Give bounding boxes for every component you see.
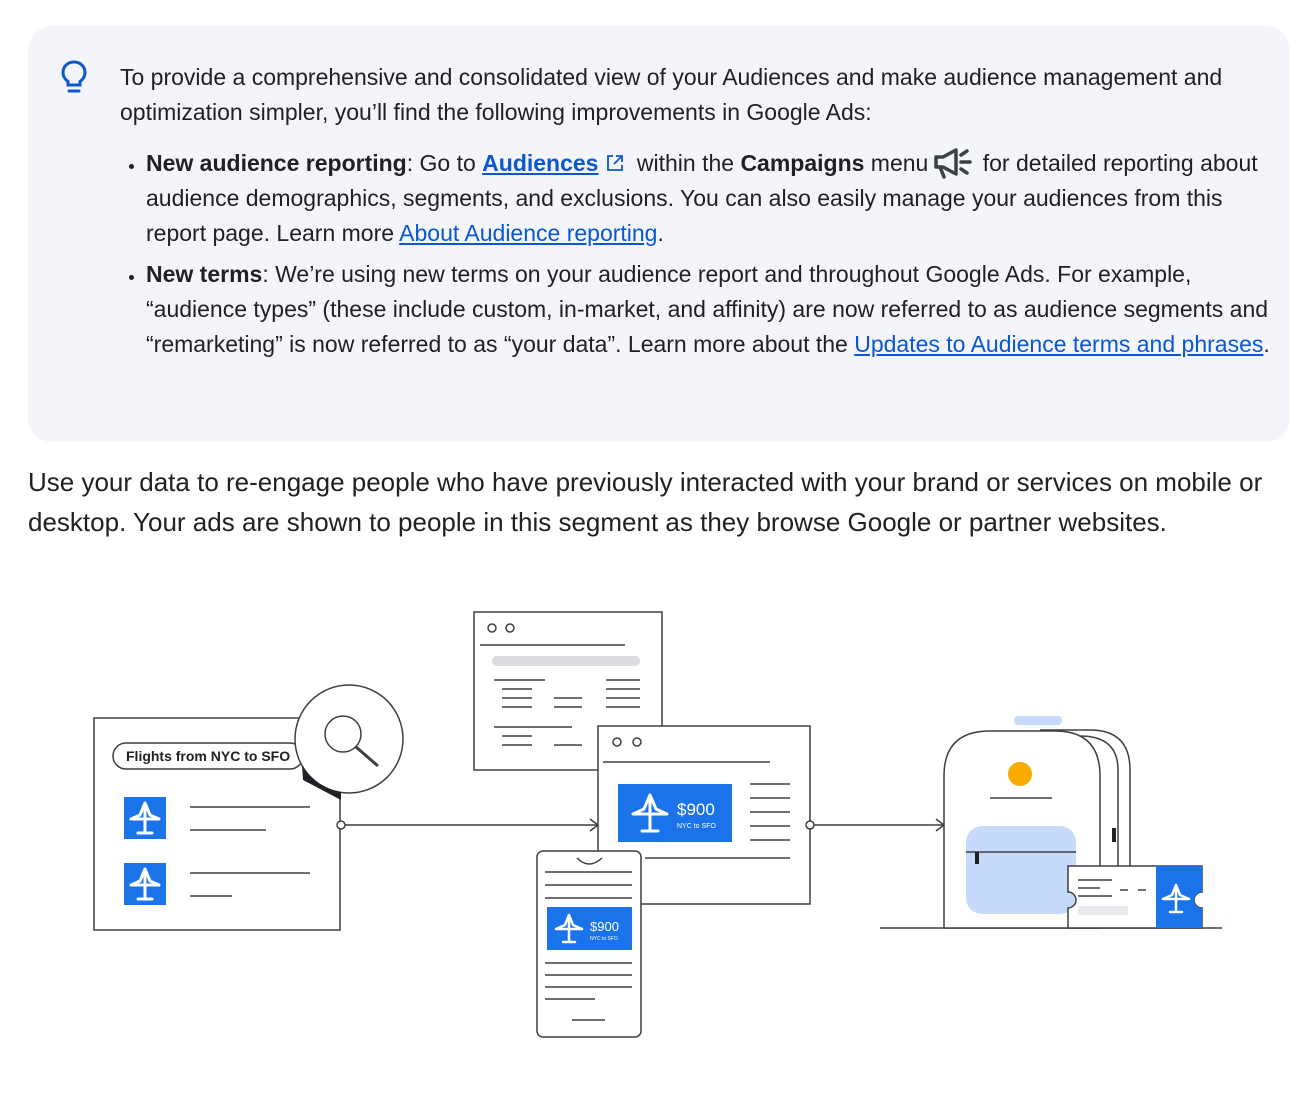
- boarding-pass-icon: [1068, 866, 1202, 928]
- about-audience-reporting-link[interactable]: About Audience reporting: [399, 220, 658, 246]
- audiences-link[interactable]: Audiences: [482, 150, 599, 176]
- improvements-list: [120, 146, 1286, 368]
- ad-route: NYC to SFO: [677, 823, 716, 830]
- remarketing-description: Use your data to re-engage people who have previously interacted with your brand or services on mobile or desktop. Your ads are shown to people in this segment as they browse Google or partner websites.: [28, 467, 1263, 537]
- ad-price: $900: [677, 800, 715, 819]
- list-item: • New terms: We’re using new terms on your audience report and throughout Google Ads. For example, “audience types” (these include custom, in-market, and affinity) are now referred to as audience segments and “remarketing” is now referred to as “your data”. Learn more about the Updates to Audience terms and phrases.: [146, 257, 1286, 362]
- mobile-ad-price: $900: [590, 919, 619, 934]
- magnifier-icon: [295, 685, 403, 800]
- updates-to-audience-terms-link[interactable]: Updates to Audience terms and phrases: [854, 331, 1264, 357]
- remarketing-illustration: [0, 590, 1300, 1050]
- external-link-icon[interactable]: [606, 154, 624, 172]
- search-query-text: Flights from NYC to SFO: [126, 748, 291, 764]
- megaphone-icon: [932, 146, 974, 180]
- item-heading: New terms: [146, 261, 263, 287]
- mobile-phone: [537, 851, 641, 1037]
- list-item: • New audience reporting: Go to Audiences within the Campaigns menu for detailed reporting about audience demographics, segments, and exclusions. You can also easily manage your audiences from this report page. Learn more About Audience reporting.: [146, 146, 1286, 251]
- mobile-ad-route: NYC to SFO: [590, 936, 618, 942]
- info-callout: [28, 26, 1290, 442]
- lightbulb-icon: [60, 59, 88, 95]
- item-heading: New audience reporting: [146, 150, 407, 176]
- callout-intro: To provide a comprehensive and consolidated view of your Audiences and make audience management and optimization simpler, you’ll find the following improvements in Google Ads:: [120, 64, 1223, 125]
- campaigns-menu-label: Campaigns: [740, 150, 865, 176]
